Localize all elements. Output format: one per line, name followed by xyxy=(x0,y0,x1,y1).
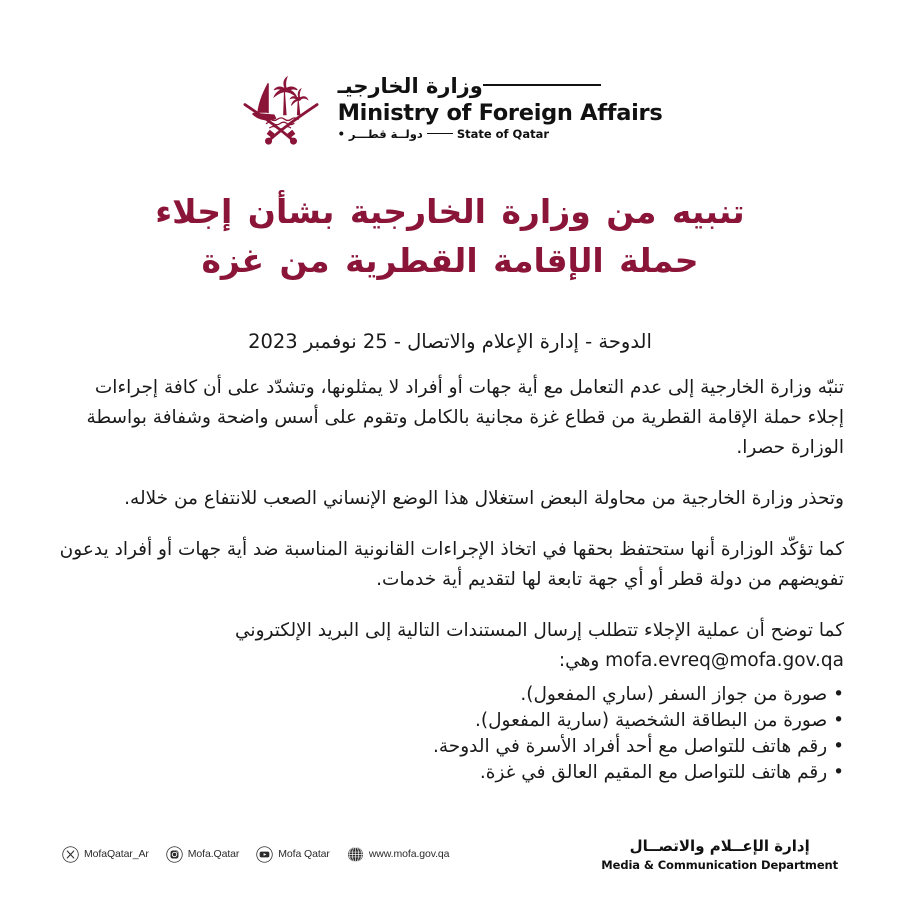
statement-paragraph-2: وتحذر وزارة الخارجية من محاولة البعض استغلال هذا الوضع الإنساني الصعب للانتفاع من خلاله. xyxy=(124,487,844,509)
instagram-icon xyxy=(166,846,183,863)
documents-intro-suffix: وهي: xyxy=(558,649,606,671)
list-item: • رقم هاتف للتواصل مع أحد أفراد الأسرة في الدوحة. xyxy=(432,736,844,758)
kashida-rule-small xyxy=(427,133,453,134)
list-item: • صورة من جواز السفر (ساري المفعول). xyxy=(520,683,844,705)
ministry-subtitle xyxy=(338,129,549,141)
list-item: • رقم هاتف للتواصل مع المقيم العالق في غزة. xyxy=(479,762,844,784)
social-links xyxy=(62,846,449,863)
statement-body xyxy=(0,373,900,787)
page-title-line-2: حملة الإقامة القطرية من غزة xyxy=(201,240,699,280)
ministry-name-english: Ministry of Foreign Affairs xyxy=(337,99,663,126)
contact-email[interactable]: mofa.evreq@mofa.gov.qa xyxy=(605,649,844,671)
department-signature xyxy=(601,837,838,872)
social-link-x-label: MofaQatar_Ar xyxy=(84,848,149,860)
qatar-state-emblem-icon xyxy=(238,65,324,151)
social-link-website-label: www.mofa.gov.qa xyxy=(368,848,450,860)
statement-paragraph-1: تنبّه وزارة الخارجية إلى عدم التعامل مع أية جهات أو أفراد لا يمثلونها، وتشدّد على أن كافة إجراءات إجلاء حملة الإقامة القطرية من قطاع غزة مجانية بالكامل وتقوم على أسس واضحة وشفافة بواسطة الوزارة حصرا. xyxy=(86,376,844,458)
kashida-rule xyxy=(483,84,601,86)
ministry-name-arabic-text: وزارة الخارجيـ xyxy=(337,73,483,98)
documents-intro-text: كما توضح أن عملية الإجلاء تتطلب إرسال المستندات التالية إلى البريد الإلكتروني xyxy=(235,619,844,641)
footer xyxy=(0,830,900,878)
ministry-subtitle-arabic: دولــة قطـــر • xyxy=(337,127,423,141)
dateline: الدوحة - إدارة الإعلام والاتصال - 25 نوفمبر 2023 xyxy=(248,329,652,353)
youtube-icon xyxy=(256,846,273,863)
list-item: • صورة من البطاقة الشخصية (سارية المفعول). xyxy=(475,709,844,731)
ministry-logo xyxy=(0,62,900,154)
ministry-logo-text xyxy=(337,73,663,141)
x-twitter-icon xyxy=(62,846,79,863)
required-documents-list xyxy=(56,682,844,787)
social-link-instagram-label: Mofa.Qatar xyxy=(187,848,240,860)
social-link-instagram[interactable] xyxy=(166,846,240,863)
social-link-youtube[interactable] xyxy=(256,846,330,863)
statement-paragraph-3: كما تؤكّد الوزارة أنها ستحتفظ بحقها في اتخاذ الإجراءات القانونية المناسبة ضد أية جهات أو أفراد يدعون تفويضهم من دولة قطر أو أي جهة تابعة لها لتقديم أية خدمات. xyxy=(59,538,844,590)
globe-icon xyxy=(347,846,364,863)
social-link-x[interactable] xyxy=(62,846,149,863)
ministry-name-arabic xyxy=(337,73,603,98)
ministry-subtitle-english: State of Qatar xyxy=(456,127,550,141)
page-title xyxy=(0,188,900,286)
department-name-arabic: إدارة الإعــلام والاتصــال xyxy=(629,836,810,855)
social-link-website[interactable] xyxy=(347,846,450,863)
statement-paragraph-4 xyxy=(56,616,844,676)
social-link-youtube-label: Mofa Qatar xyxy=(278,848,330,860)
department-name-english: Media & Communication Department xyxy=(601,857,838,872)
page-title-line-1: تنبيه من وزارة الخارجية بشأن إجلاء xyxy=(155,192,745,231)
